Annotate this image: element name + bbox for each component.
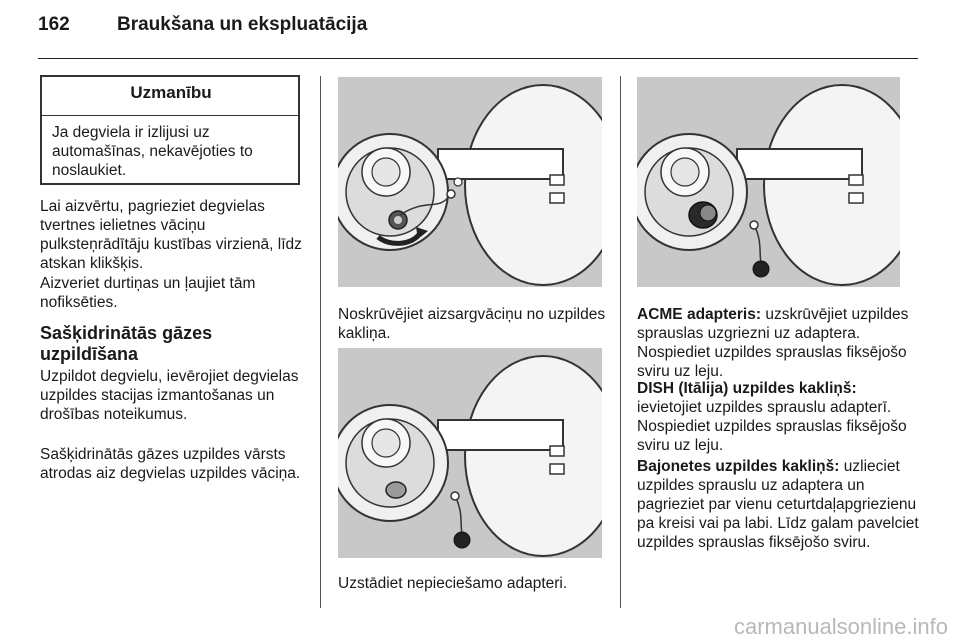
dish-text: ievietojiet uzpildes sprauslu adapterī. Nospiediet uzpildes sprauslas fiksējošo sviru uz leju. xyxy=(637,399,907,454)
acme-text: uzskrūvējiet uzpildes sprauslas uzgriezni uz adaptera. Nospiediet uzpildes sprauslas fiksējošo sviru uz leju. xyxy=(637,306,909,380)
paragraph-valve-location: Sašķidrinātās gāzes uzpildes vārsts atrodas aiz degvielas uzpildes vāciņa. xyxy=(40,446,301,482)
paragraph-close-door: Aizveriet durtiņas un ļaujiet tām nofiksēties. xyxy=(40,275,256,311)
caution-box xyxy=(40,75,300,185)
acme-label: ACME adapteris: xyxy=(637,306,762,323)
paragraph-bayonet-adapter xyxy=(637,457,922,552)
dish-label: DISH (Itālija) uzpildes kakliņš: xyxy=(637,380,857,397)
paragraph-safety-rules: Uzpildot degvielu, ievērojiet degvielas uzpildes stacijas izmantošanas un drošības noteikumus. xyxy=(40,368,299,423)
figure-fit-adapter xyxy=(338,348,602,558)
section-title: Braukšana un ekspluatācija xyxy=(117,14,368,35)
paragraph-dish-adapter xyxy=(637,379,922,455)
figure-adapter-fitted xyxy=(637,77,900,287)
caution-text: Ja degviela ir izlijusi uz automašīnas, nekavējoties to noslaukiet. xyxy=(52,124,253,179)
paragraph-close-cap: Lai aizvērtu, pagrieziet degvielas tvertnes ielietnes vāciņu pulksteņrādītāju kustības virzienā, līdz atskan klikšķis. xyxy=(40,198,302,272)
fuel-flap-illustration-1 xyxy=(338,77,602,287)
column-divider xyxy=(620,76,621,608)
figure-remove-cap xyxy=(338,77,602,287)
paragraph-acme-adapter xyxy=(637,305,922,381)
bayonet-text: uzlieciet uzpildes sprauslu uz adaptera un pagrieziet par vienu ceturtdaļapgriezienu pa kreisi vai pa labi. Līdz galam pavelciet uzpildes sprauslas fiksējošo sviru. xyxy=(637,458,919,551)
page-header xyxy=(38,14,918,60)
caption-fit-adapter: Uzstādiet nepieciešamo adapteri. xyxy=(338,575,568,592)
column-divider xyxy=(320,76,321,608)
heading-lpg-refuelling: Sašķidrinātās gāzes uzpildīšana xyxy=(40,323,213,364)
page-number: 162 xyxy=(38,14,70,35)
caption-remove-cap: Noskrūvējiet aizsargvāciņu no uzpildes kakliņa. xyxy=(338,306,606,342)
bayonet-label: Bajonetes uzpildes kakliņš: xyxy=(637,458,840,475)
caution-title: Uzmanību xyxy=(130,83,212,102)
watermark: carmanualsonline.info xyxy=(733,614,948,639)
fuel-flap-illustration-2 xyxy=(338,348,602,558)
caution-divider xyxy=(42,115,300,116)
header-rule xyxy=(38,58,918,59)
fuel-flap-illustration-3 xyxy=(637,77,900,287)
